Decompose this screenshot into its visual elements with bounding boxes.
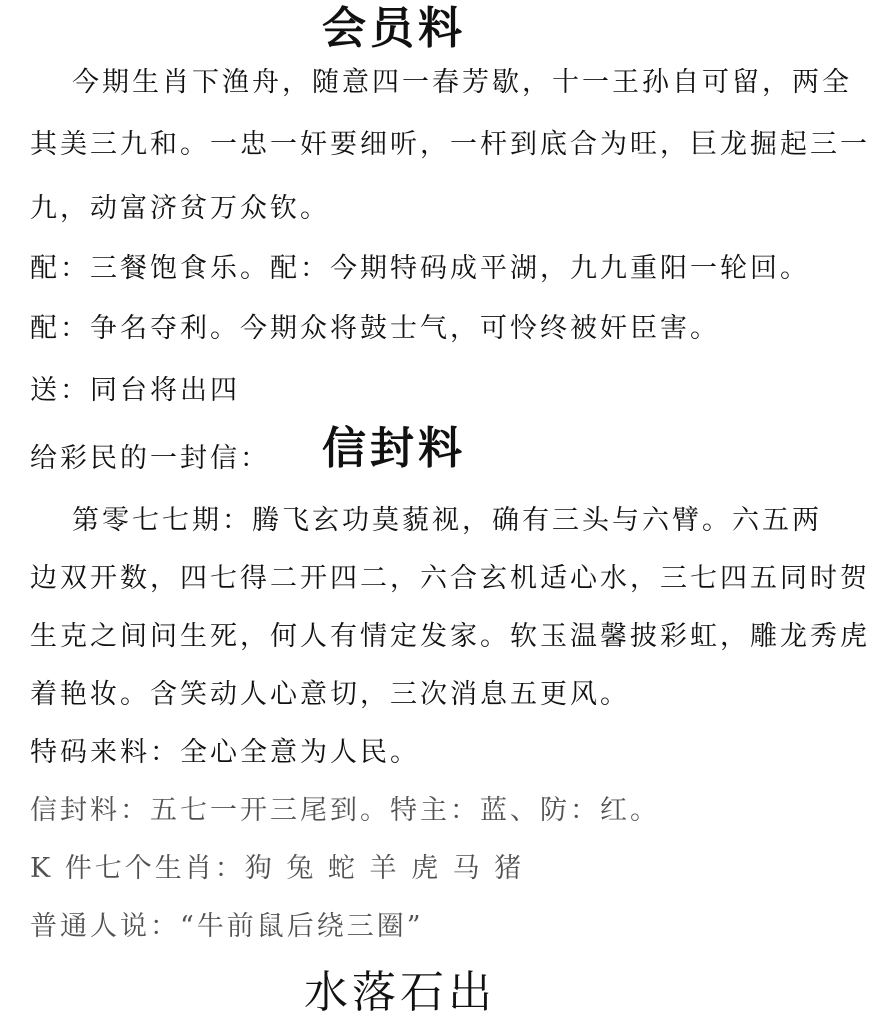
- member-line-2: 其美三九和。一忠一奸要细听，一杆到底合为旺，巨龙掘起三一: [30, 129, 870, 160]
- letter-line-8: 普通人说：“牛前鼠后绕三圈”: [30, 911, 424, 942]
- letter-section-title: 信封料: [322, 423, 466, 474]
- member-line-6: 送：同台将出四: [30, 375, 240, 406]
- member-section-title: 会员料: [322, 3, 466, 54]
- letter-line-6: 信封料：五七一开三尾到。特主：蓝、防：红。: [30, 795, 660, 826]
- letter-line-3: 生克之间问生死，何人有情定发家。软玉温馨披彩虹，雕龙秀虎: [30, 621, 870, 652]
- letter-intro: 给彩民的一封信：: [30, 443, 270, 474]
- letter-line-1: 第零七七期：腾飞玄功莫藐视，确有三头与六臂。六五两: [72, 505, 822, 536]
- member-line-5: 配：争名夺利。今期众将鼓士气，可怜终被奸臣害。: [30, 313, 720, 344]
- member-line-4: 配：三餐饱食乐。配：今期特码成平湖，九九重阳一轮回。: [30, 253, 810, 284]
- member-line-1: 今期生肖下渔舟，随意四一春芳歇，十一王孙自可留，两全: [72, 67, 852, 98]
- member-line-3: 九，动富济贫万众钦。: [30, 193, 330, 224]
- letter-line-7: K 件七个生肖：狗 兔 蛇 羊 虎 马 猪: [30, 853, 525, 884]
- letter-line-5: 特码来料：全心全意为人民。: [30, 737, 420, 768]
- letter-line-4: 着艳妆。含笑动人心意切，三次消息五更风。: [30, 679, 630, 710]
- letter-line-2: 边双开数，四七得二开四二，六合玄机适心水，三七四五同时贺: [30, 563, 870, 594]
- bottom-title: 水落石出: [304, 967, 496, 1018]
